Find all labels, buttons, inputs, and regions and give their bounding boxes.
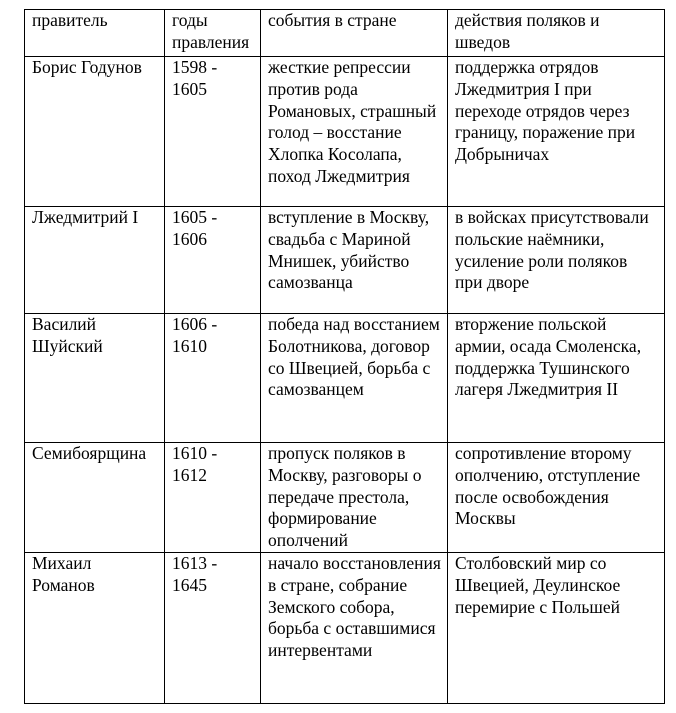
cell-events: победа над восстанием Болотникова, договор со Швецией, борьба с самозванцем: [261, 314, 448, 443]
rulers-table: [24, 9, 665, 704]
cell-ruler: Борис Годунов: [25, 57, 165, 207]
cell-actions: поддержка отрядов Лжедмитрия I при переходе отрядов через границу, поражение при Добрыничах: [448, 57, 665, 207]
table-row: [25, 314, 665, 443]
cell-years: 1605 - 1606: [165, 207, 261, 314]
cell-ruler: Лжедмитрий I: [25, 207, 165, 314]
cell-events: жесткие репрессии против рода Романовых, страшный голод – восстание Хлопка Косолапа, поход Лжедмитрия: [261, 57, 448, 207]
cell-years: 1613 - 1645: [165, 552, 261, 703]
cell-actions: сопротивление второму ополчению, отступление после освобождения Москвы: [448, 443, 665, 553]
cell-years: 1606 - 1610: [165, 314, 261, 443]
table-row: [25, 443, 665, 553]
cell-events: пропуск поляков в Москву, разговоры о передаче престола, формирование ополчений: [261, 443, 448, 553]
table-row: [25, 207, 665, 314]
cell-ruler: Михаил Романов: [25, 552, 165, 703]
cell-actions: в войсках присутствовали польские наёмники, усиление роли поляков при дворе: [448, 207, 665, 314]
cell-ruler: Василий Шуйский: [25, 314, 165, 443]
cell-years: 1610 - 1612: [165, 443, 261, 553]
cell-events: вступление в Москву, свадьба с Мариной Мнишек, убийство самозванца: [261, 207, 448, 314]
header-events: события в стране: [261, 10, 448, 57]
cell-actions: вторжение польской армии, осада Смоленска, поддержка Тушинского лагеря Лжедмитрия II: [448, 314, 665, 443]
table-header-row: [25, 10, 665, 57]
header-actions: действия поляков и шведов: [448, 10, 665, 57]
header-years: годы правления: [165, 10, 261, 57]
cell-years: 1598 - 1605: [165, 57, 261, 207]
table-row: [25, 552, 665, 703]
table-row: [25, 57, 665, 207]
cell-events: начало восстановления в стране, собрание Земского собора, борьба с оставшимися интервентами: [261, 552, 448, 703]
cell-actions: Столбовский мир со Швецией, Деулинское перемирие с Польшей: [448, 552, 665, 703]
header-ruler: правитель: [25, 10, 165, 57]
cell-ruler: Семибоярщина: [25, 443, 165, 553]
